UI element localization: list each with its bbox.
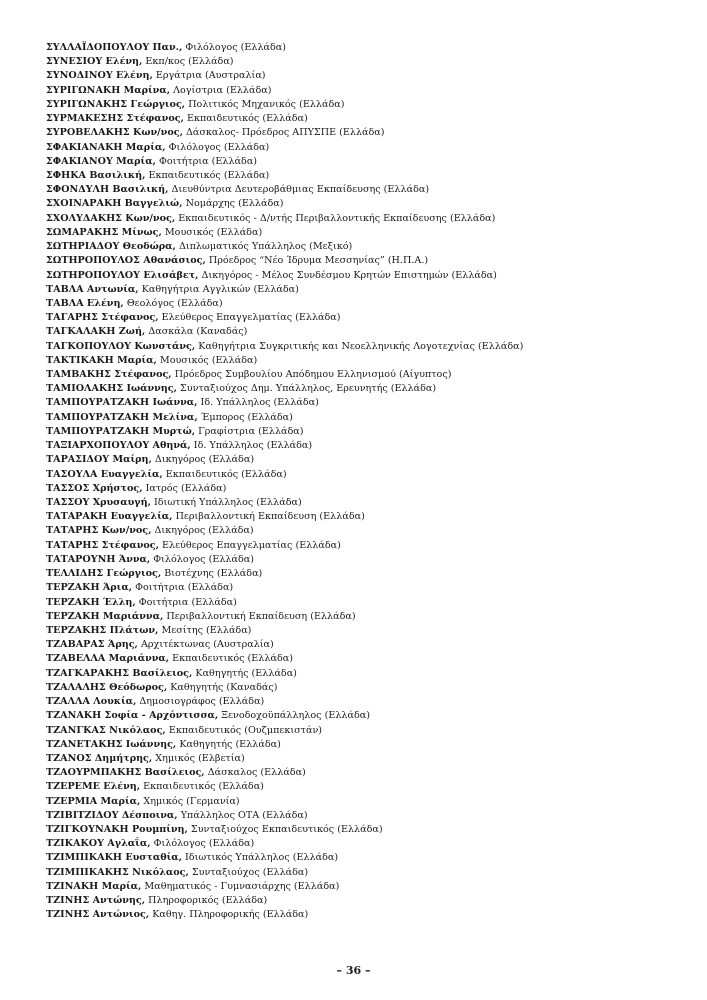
entry-description: Ιδιωτική Υπάλληλος (Ελλάδα) — [150, 497, 302, 508]
list-item — [46, 55, 686, 69]
list-item — [46, 695, 686, 709]
entry-name: ΣΥΝΟΔΙΝΟΥ Ελένη, — [46, 70, 153, 82]
entry-name: ΤΖΙΚΑΚΟΥ Αγλαΐα, — [46, 838, 151, 850]
entry-description: Έμπορος (Ελλάδα) — [197, 411, 293, 423]
list-item — [46, 141, 686, 155]
entry-description: Φοιτήτρια (Ελλάδα) — [155, 155, 258, 167]
list-item — [46, 851, 686, 865]
list-item — [46, 453, 686, 467]
list-item — [46, 724, 686, 738]
entry-name: ΤΑΤΑΡΟΥΝΗ Άννα, — [46, 553, 151, 565]
list-item — [46, 98, 686, 112]
entry-name: ΤΑΓΚΟΠΟΥΛΟΥ Κωνστάνς, — [46, 340, 196, 352]
entry-description: Δάσκαλος- Πρόεδρος ΑΠΥΣΠΕ (Ελλάδα) — [182, 127, 385, 139]
entry-name: ΤΑΒΛΑ Αντωνία, — [46, 283, 139, 295]
entry-name: ΤΖΑΓΚΑΡΑΚΗΣ Βασίλειος, — [46, 667, 193, 679]
entry-name: ΤΕΡΖΑΚΗ Άρια, — [46, 582, 133, 594]
entry-name: ΣΩΤΗΡΟΠΟΥΛΟΥ Ελισάβετ, — [46, 269, 199, 281]
entry-name: ΣΥΡΙΓΩΝΑΚΗ Μαρίνα, — [46, 84, 171, 96]
entry-name: ΣΩΤΗΡΟΠΟΥΛΟΣ Αθανάσιος, — [46, 255, 206, 267]
list-item — [46, 425, 686, 439]
entry-description: Πολιτικός Μηχανικός (Ελλάδα) — [185, 98, 345, 110]
entry-description: Θεολόγος (Ελλάδα) — [123, 297, 223, 309]
entry-name: ΤΑΤΑΡΗΣ Στέφανος, — [46, 539, 159, 551]
list-item — [46, 866, 686, 880]
entry-description: Φιλόλογος (Ελλάδα) — [182, 42, 287, 53]
list-item — [46, 752, 686, 766]
entry-name: ΤΖΑΛΛΑ Λουκία, — [46, 696, 137, 708]
entry-name: ΤΑΤΑΡΗΣ Κων/νος, — [46, 525, 152, 537]
entry-description: Δασκάλα (Καναδάς) — [145, 326, 248, 338]
list-item — [46, 212, 686, 226]
entry-description: Δικηγόρος (Ελλάδα) — [151, 454, 255, 466]
list-item — [46, 354, 686, 368]
list-item — [46, 766, 686, 780]
entry-name: ΣΧΟΙΝΑΡΑΚΗ Βαγγελιώ, — [46, 198, 183, 210]
entry-description: Περιβαλλοντική Εκπαίδευση (Ελλάδα) — [163, 610, 356, 622]
entry-description: Εκπ/κος (Ελλάδα) — [142, 56, 234, 68]
entry-description: Συνταξιούχος Δημ. Υπάλληλος, Ερευνητής (Ελλάδα) — [176, 383, 437, 395]
entry-name: ΤΑΒΛΑ Ελένη, — [46, 297, 124, 309]
entry-description: Πρόεδρος “Νέο Ίδρυμα Μεσσηνίας” (Η.Π.Α.) — [205, 255, 429, 267]
list-item — [46, 482, 686, 496]
entry-name: ΣΥΡΙΓΩΝΑΚΗΣ Γεώργιος, — [46, 98, 186, 110]
entry-description: Νομάρχης (Ελλάδα) — [182, 198, 284, 210]
entry-description: Εκπαιδευτικός (Ελλάδα) — [162, 468, 287, 480]
list-item — [46, 510, 686, 524]
entry-description: Δάσκαλος (Ελλάδα) — [204, 767, 306, 779]
entry-description: Ελεύθερος Επαγγελματίας (Ελλάδα) — [158, 312, 341, 324]
entry-description: Βιοτέχνης (Ελλάδα) — [161, 568, 263, 580]
entry-description: Καθηγήτρια Αγγλικών (Ελλάδα) — [138, 283, 299, 295]
list-item — [46, 439, 686, 453]
entry-name: ΣΩΤΗΡΙΑΔΟΥ Θεοδώρα, — [46, 241, 176, 253]
list-item — [46, 396, 686, 410]
entry-description: Περιβαλλοντική Εκπαίδευση (Ελλάδα) — [172, 511, 365, 523]
list-item — [46, 823, 686, 837]
entry-description: Μουσικός (Ελλάδα) — [161, 226, 263, 238]
entry-name: ΤΖΕΡΕΜΕ Ελένη, — [46, 781, 141, 793]
entry-description: Καθηγ. Πληροφορικής (Ελλάδα) — [149, 909, 309, 921]
list-item — [46, 382, 686, 396]
list-item — [46, 69, 686, 83]
entry-description: Καθηγήτρια Συγκριτικής και Νεοελληνικής Λογοτεχνίας (Ελλάδα) — [195, 340, 524, 352]
list-item — [46, 112, 686, 126]
list-item — [46, 311, 686, 325]
list-item — [46, 468, 686, 482]
list-item — [46, 283, 686, 297]
entry-description: Ιδ. Υπάλληλος (Ελλάδα) — [197, 397, 319, 409]
entry-name: ΤΑΜΠΟΥΡΑΤΖΑΚΗ Ιωάννα, — [46, 397, 198, 409]
entry-name: ΤΑΤΑΡΑΚΗ Ευαγγελία, — [46, 511, 173, 523]
list-item — [46, 894, 686, 908]
list-item — [46, 169, 686, 183]
list-item — [46, 126, 686, 140]
list-item — [46, 155, 686, 169]
entry-description: Χημικός (Ελβετία) — [152, 752, 245, 764]
entry-name: ΤΑΡΑΣΙΔΟΥ Μαίρη, — [46, 454, 152, 466]
list-item — [46, 41, 686, 55]
entry-description: Φιλόλογος (Ελλάδα) — [150, 553, 254, 565]
list-item — [46, 667, 686, 681]
entry-description: Μουσικός (Ελλάδα) — [156, 354, 258, 366]
entry-name: ΤΑΣΣΟΥ Χρυσαυγή, — [46, 497, 151, 508]
list-item — [46, 183, 686, 197]
list-item — [46, 368, 686, 382]
entry-name: ΣΦΑΚΙΑΝΟΥ Μαρία, — [46, 155, 156, 167]
list-item — [46, 738, 686, 752]
entry-name: ΤΖΙΝΑΚΗ Μαρία, — [46, 880, 142, 892]
entry-description: Δικηγόρος - Μέλος Συνδέσμου Κρητών Επιστημών (Ελλάδα) — [198, 269, 497, 281]
page-number: – 36 – — [336, 964, 371, 977]
entry-description: Καθηγητής (Ελλάδα) — [176, 738, 281, 750]
list-item — [46, 340, 686, 354]
list-item — [46, 197, 686, 211]
list-item — [46, 681, 686, 695]
entry-description: Ιδιωτικός Υπάλληλος (Ελλάδα) — [181, 852, 339, 864]
entry-description: Καθηγητής (Ελλάδα) — [192, 667, 297, 679]
list-item — [46, 581, 686, 595]
entry-name: ΤΖΙΜΠΙΚΑΚΗ Ευσταθία, — [46, 852, 182, 864]
list-item — [46, 596, 686, 610]
list-item — [46, 325, 686, 339]
entry-name: ΤΖΑΝΑΚΗ Σοφία - Αρχόντισσα, — [46, 710, 219, 722]
entry-name: ΣΦΟΝΔΥΛΗ Βασιλική, — [46, 184, 169, 196]
participant-list — [46, 41, 686, 923]
entry-description: Δημοσιογράφος (Ελλάδα) — [136, 696, 265, 708]
list-item — [46, 567, 686, 581]
entry-name: ΣΥΡΜΑΚΕΣΗΣ Στέφανος, — [46, 113, 184, 125]
entry-name: ΤΖΙΓΚΟΥΝΑΚΗ Ρουμπίνη, — [46, 824, 188, 836]
list-item — [46, 624, 686, 638]
entry-description: Πληροφορικός (Ελλάδα) — [145, 895, 268, 907]
list-item — [46, 240, 686, 254]
entry-description: Χημικός (Γερμανία) — [140, 795, 240, 807]
entry-name: ΤΑΓΑΡΗΣ Στέφανος, — [46, 312, 159, 324]
list-item — [46, 84, 686, 98]
list-item — [46, 652, 686, 666]
entry-description: Φοιτήτρια (Ελλάδα) — [132, 582, 234, 594]
entry-description: Πρόεδρος Συμβουλίου Απόδημου Ελληνισμού (Αίγυπτος) — [171, 369, 452, 381]
entry-description: Συνταξιούχος (Ελλάδα) — [188, 866, 309, 878]
entry-description: Συνταξιούχος Εκπαιδευτικός (Ελλάδα) — [187, 824, 383, 836]
entry-name: ΤΕΡΖΑΚΗ Μαριάννα, — [46, 610, 164, 622]
list-item — [46, 638, 686, 652]
entry-name: ΤΖΙΝΗΣ Αντώνης, — [46, 895, 146, 907]
list-item — [46, 809, 686, 823]
list-item — [46, 226, 686, 240]
entry-name: ΤΖΙΒΙΤΖΙΔΟΥ Δέσποινα, — [46, 809, 178, 821]
list-item — [46, 553, 686, 567]
entry-description: Ελεύθερος Επαγγελματίας (Ελλάδα) — [158, 539, 341, 551]
entry-name: ΤΖΑΒΕΛΛΑ Μαριάννα, — [46, 653, 170, 665]
entry-description: Εκπαιδευτικός - Δ/ντής Περιβαλλοντικής Εκπαίδευσης (Ελλάδα) — [175, 212, 496, 224]
entry-description: Φιλόλογος (Ελλάδα) — [150, 838, 255, 850]
entry-name: ΤΖΑΛΑΛΗΣ Θεόδωρος, — [46, 681, 168, 693]
list-item — [46, 908, 686, 922]
list-item — [46, 524, 686, 538]
entry-name: ΤΑΞΙΑΡΧΟΠΟΥΛΟΥ Αθηνά, — [46, 440, 191, 452]
entry-description: Γραφίστρια (Ελλάδα) — [195, 425, 304, 437]
entry-name: ΣΧΟΛΥΔΑΚΗΣ Κων/νος, — [46, 212, 176, 224]
entry-description: Διπλωματικός Υπάλληλος (Μεξικό) — [175, 241, 353, 253]
entry-description: Ξενοδοχοϋπάλληλος (Ελλάδα) — [218, 710, 370, 722]
entry-description: Εκπαιδευτικός (Ελλάδα) — [140, 781, 264, 793]
entry-name: ΣΩΜΑΡΑΚΗΣ Μίνως, — [46, 226, 162, 238]
entry-name: ΤΖΑΟΥΡΜΠΑΚΗΣ Βασίλειος, — [46, 767, 205, 779]
entry-description: Φοιτήτρια (Ελλάδα) — [135, 596, 237, 608]
entry-name: ΤΖΑΝΓΚΑΣ Νικόλαος, — [46, 724, 166, 736]
entry-name: ΣΥΝΕΣΙΟΥ Ελένη, — [46, 56, 143, 68]
entry-description: Λογίστρια (Ελλάδα) — [170, 84, 272, 96]
entry-name: ΤΖΙΝΗΣ Αντώνιος, — [46, 909, 150, 921]
entry-name: ΣΥΡΟΒΕΛΑΚΗΣ Κων/νος, — [46, 127, 183, 139]
entry-description: Υπάλληλος ΟΤΑ (Ελλάδα) — [177, 809, 308, 821]
list-item — [46, 254, 686, 268]
entry-description: Εκπαιδευτικός (Ελλάδα) — [169, 653, 293, 665]
entry-name: ΤΕΡΖΑΚΗΣ Πλάτων, — [46, 624, 159, 636]
entry-name: ΤΑΚΤΙΚΑΚΗ Μαρία, — [46, 354, 157, 366]
entry-description: Εργάτρια (Αυστραλία) — [152, 70, 266, 82]
entry-name: ΣΦΑΚΙΑΝΑΚΗ Μαρία, — [46, 141, 166, 153]
list-item — [46, 269, 686, 283]
entry-name: ΤΑΜΙΟΛΑΚΗΣ Ιωάννης, — [46, 383, 177, 395]
entry-description: Αρχιτέκτωνας (Αυστραλία) — [137, 639, 274, 651]
list-item — [46, 709, 686, 723]
list-item — [46, 880, 686, 894]
entry-name: ΤΖΕΡΜΙΑ Μαρία, — [46, 795, 141, 807]
list-item — [46, 539, 686, 553]
entry-description: Εκπαιδευτικός (Ελλάδα) — [183, 113, 308, 125]
list-item — [46, 780, 686, 794]
entry-name: ΤΖΑΝΟΣ Δημήτρης, — [46, 752, 153, 764]
list-item — [46, 610, 686, 624]
entry-name: ΤΑΜΠΟΥΡΑΤΖΑΚΗ Μελίνα, — [46, 411, 198, 423]
entry-description: Ιδ. Υπάλληλος (Ελλάδα) — [190, 440, 313, 452]
list-item — [46, 496, 686, 510]
entry-name: ΤΑΣΟΥΛΑ Ευαγγελία, — [46, 468, 163, 480]
entry-name: ΤΑΜΠΟΥΡΑΤΖΑΚΗ Μυρτώ, — [46, 425, 196, 437]
entry-description: Καθηγητής (Καναδάς) — [167, 681, 278, 693]
entry-name: ΤΖΙΜΠΙΚΑΚΗΣ Νικόλαος, — [46, 866, 189, 878]
entry-name: ΣΦΗΚΑ Βασιλική, — [46, 169, 146, 181]
entry-description: Μεσίτης (Ελλάδα) — [158, 624, 252, 636]
entry-name: ΤΑΣΣΟΣ Χρήστος, — [46, 482, 143, 494]
entry-name: ΤΑΜΒΑΚΗΣ Στέφανος, — [46, 369, 172, 381]
entry-name: ΤΖΑΝΕΤΑΚΗΣ Ιωάννης, — [46, 738, 177, 750]
list-item — [46, 411, 686, 425]
entry-name: ΤΑΓΚΑΛΑΚΗ Ζωή, — [46, 326, 146, 338]
list-item — [46, 297, 686, 311]
entry-description: Διευθύντρια Δευτεροβάθμιας Εκπαίδευσης (Ελλάδα) — [168, 184, 430, 196]
entry-description: Φιλόλογος (Ελλάδα) — [165, 141, 270, 153]
entry-description: Δικηγόρος (Ελλάδα) — [151, 525, 254, 537]
entry-name: ΤΕΡΖΑΚΗ Έλλη, — [46, 596, 136, 608]
list-item — [46, 837, 686, 851]
entry-description: Εκπαιδευτικός (Ουζμπεκιστάν) — [165, 724, 323, 736]
list-item — [46, 795, 686, 809]
entry-description: Εκπαιδευτικός (Ελλάδα) — [145, 169, 270, 181]
entry-name: ΤΖΑΒΑΡΑΣ Άρης, — [46, 639, 138, 651]
entry-description: Ιατρός (Ελλάδα) — [142, 482, 227, 494]
entry-name: ΣΥΛΛΑΪΔΟΠΟΥΛΟΥ Παν., — [46, 42, 183, 53]
entry-name: ΤΕΛΛΙΔΗΣ Γεώργιος, — [46, 568, 162, 580]
entry-description: Μαθηματικός - Γυμνασιάρχης (Ελλάδα) — [141, 880, 340, 892]
